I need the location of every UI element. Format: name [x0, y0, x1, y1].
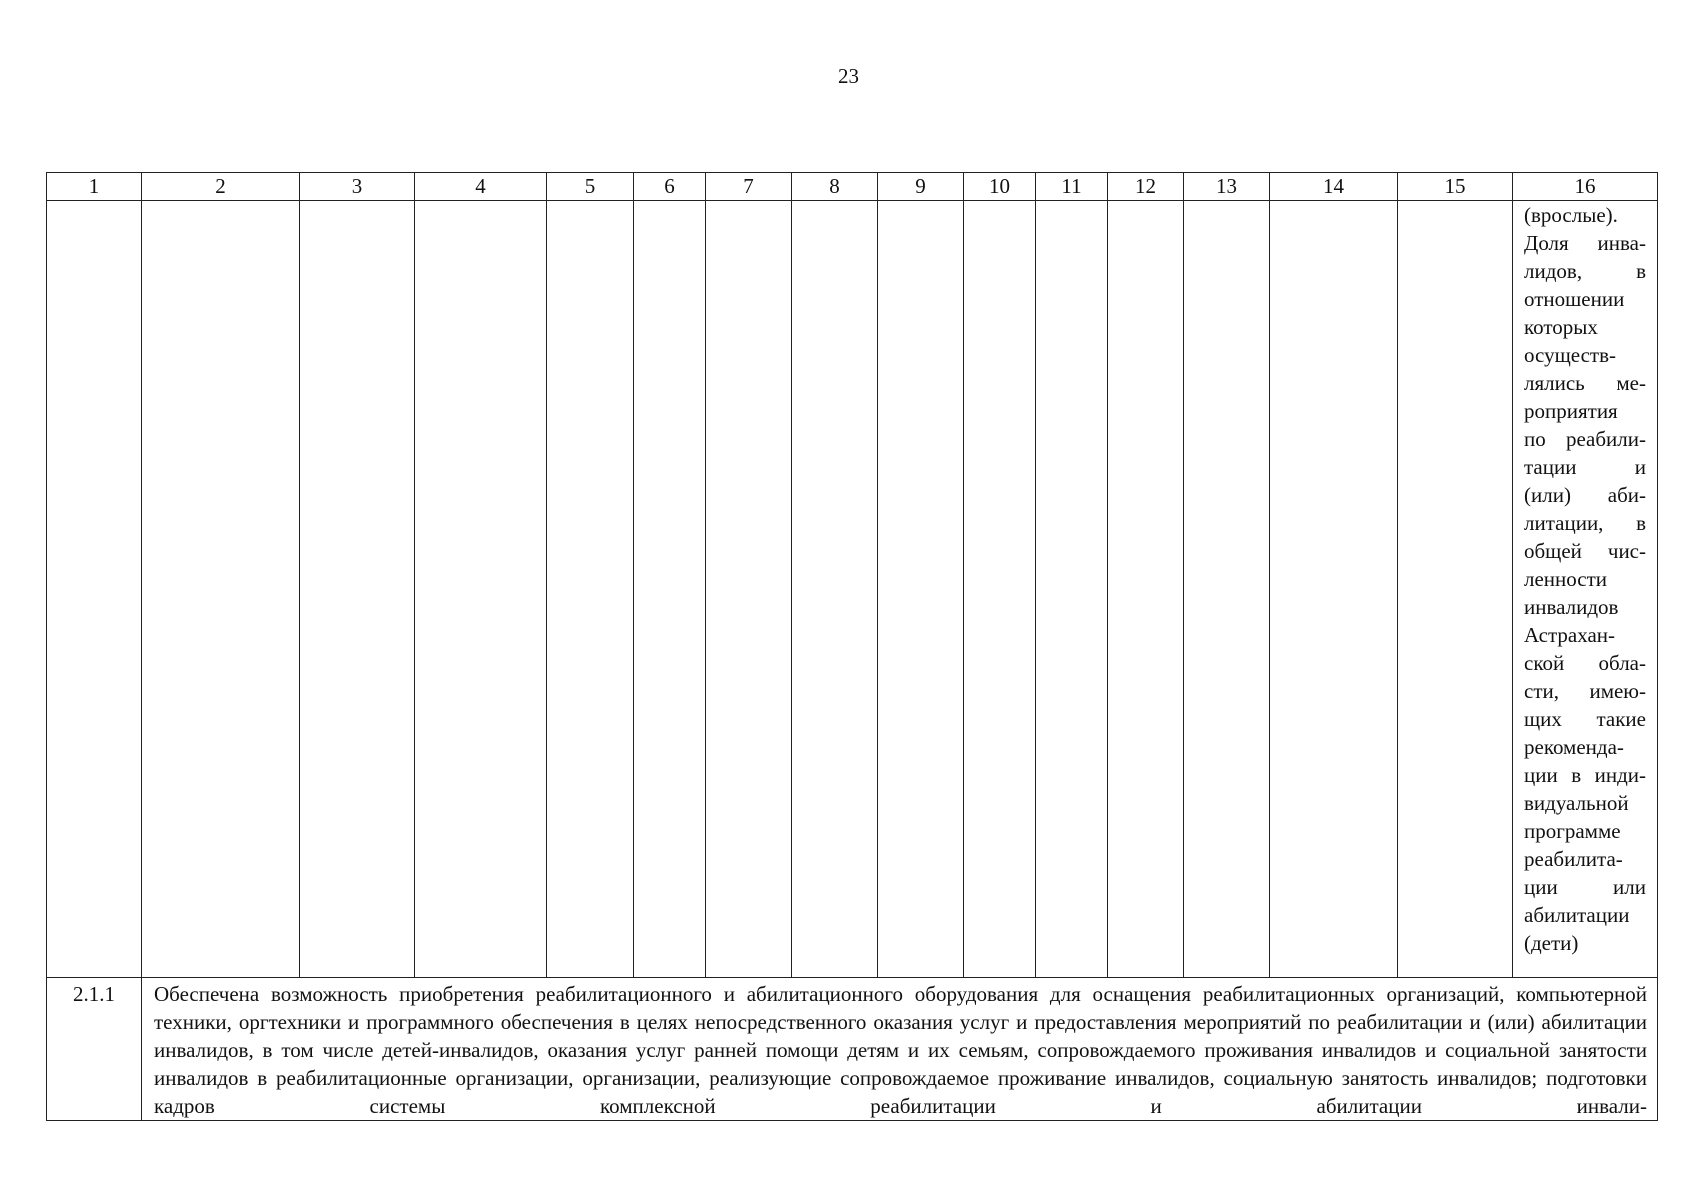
table-cell: [1270, 201, 1398, 978]
indicator-text-line: абилитации: [1524, 903, 1630, 927]
indicator-text-line: (или) аби-: [1524, 483, 1646, 507]
indicator-text-line: роприятия: [1524, 399, 1618, 423]
table-cell: [964, 201, 1036, 978]
table-cell: [1108, 201, 1184, 978]
indicator-text-line: ции в инди-: [1524, 763, 1646, 787]
column-header: 1: [47, 173, 142, 201]
indicator-text-line: лидов, в: [1524, 259, 1646, 283]
table-cell: [706, 201, 792, 978]
column-header: 6: [634, 173, 706, 201]
item-row: [47, 978, 1658, 1121]
indicator-text-line: осуществ-: [1524, 343, 1616, 367]
indicator-text-line: отношении: [1524, 287, 1625, 311]
column-header: 5: [547, 173, 634, 201]
indicator-text-line: (дети): [1524, 931, 1579, 955]
column-header: 10: [964, 173, 1036, 201]
indicator-text-line: литации, в: [1524, 511, 1646, 535]
table-cell: [634, 201, 706, 978]
indicator-text-line: программе: [1524, 819, 1621, 843]
table-cell: [415, 201, 547, 978]
indicator-text-line: общей чис-: [1524, 539, 1646, 563]
table-cell: [1184, 201, 1270, 978]
column-header: 13: [1184, 173, 1270, 201]
table-cell: [878, 201, 964, 978]
column-header: 11: [1036, 173, 1108, 201]
table-cell: [792, 201, 878, 978]
table-cell: [547, 201, 634, 978]
column-header: 12: [1108, 173, 1184, 201]
page-number: 23: [838, 64, 859, 88]
column-header: 4: [415, 173, 547, 201]
continuation-row: [47, 201, 1658, 978]
indicator-text-line: тации и: [1524, 455, 1646, 479]
table-cell: [47, 201, 142, 978]
indicator-text: [1524, 201, 1646, 957]
column-header: 14: [1270, 173, 1398, 201]
indicator-text-line: ции или: [1524, 875, 1646, 899]
column-header: 2: [142, 173, 300, 201]
indicator-text-line: инвалидов: [1524, 595, 1619, 619]
item-number: 2.1.1: [47, 978, 142, 1121]
indicator-text-line: Астрахан-: [1524, 623, 1615, 647]
indicator-text-line: рекоменда-: [1524, 735, 1624, 759]
column-header: 3: [300, 173, 415, 201]
indicator-text-line: по реабили-: [1524, 427, 1646, 451]
table-cell: [1398, 201, 1513, 978]
indicator-text-line: реабилита-: [1524, 847, 1623, 871]
indicator-text-line: ской обла-: [1524, 651, 1646, 675]
item-description-cell: [142, 978, 1658, 1121]
indicator-text-line: которых: [1524, 315, 1598, 339]
column-header: 16: [1513, 173, 1658, 201]
column-number-row: [47, 173, 1658, 201]
indicator-text-line: сти, имею-: [1524, 679, 1646, 703]
indicator-cell: [1513, 201, 1658, 978]
table-cell: [142, 201, 300, 978]
indicator-text-line: видуальной: [1524, 791, 1629, 815]
document-table: [46, 172, 1658, 1121]
column-header: 15: [1398, 173, 1513, 201]
table-cell: [1036, 201, 1108, 978]
column-header: 7: [706, 173, 792, 201]
indicator-text-line: щих такие: [1524, 707, 1646, 731]
indicator-text-line: ленности: [1524, 567, 1608, 591]
table-cell: [300, 201, 415, 978]
column-header: 8: [792, 173, 878, 201]
indicator-text-line: Доля инва-: [1524, 231, 1646, 255]
item-description: Обеспечена возможность приобретения реабилитационного и абилитационного оборудования для оснащения реабилитационных организаций, компьютерной техники, оргтехники и программного обеспечения в целях непосредственного оказания услуг и предоставления мероприятий по реабилитации и (или) абилитации инвалидов, в том числе детей-инвалидов, оказания услуг ранней помощи детям и их семьям, сопровождаемого проживания инвалидов и социальной занятости инвалидов в реабилитационные организации, организации, реализующие сопровождаемое проживание инвалидов, социальную занятость инвалидов; подготовки кадров системы комплексной реабилитации и абилитации инвали-: [154, 982, 1647, 1118]
indicator-text-line: лялись ме-: [1524, 371, 1646, 395]
column-header: 9: [878, 173, 964, 201]
indicator-text-line: (врослые).: [1524, 203, 1618, 227]
